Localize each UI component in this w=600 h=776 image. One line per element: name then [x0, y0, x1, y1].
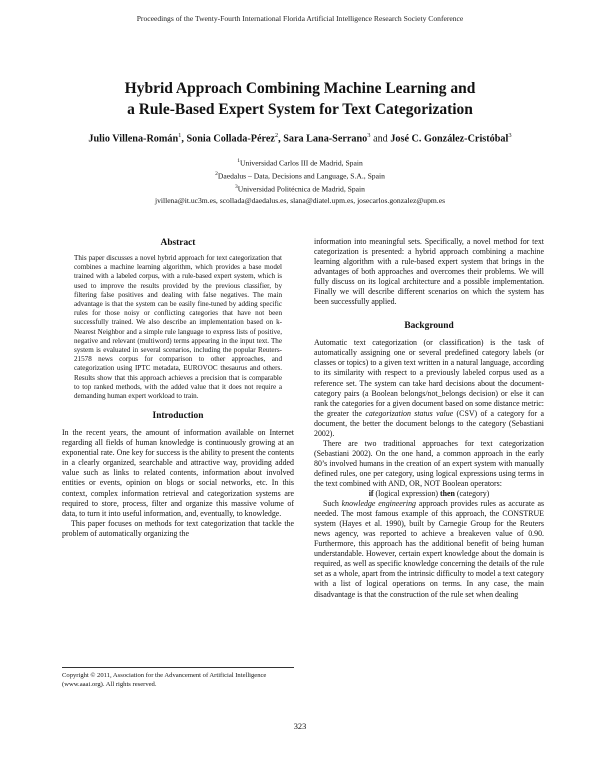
background-heading: Background	[404, 321, 454, 332]
affiliation-mark: 2	[215, 171, 218, 178]
affiliation-line	[40, 156, 560, 169]
rule-if-keyword: if	[368, 489, 374, 499]
author-name: Sara Lana-Serrano	[283, 133, 368, 145]
author-emails: jvillena@it.uc3m.es, scollada@daedalus.es, slana@diatel.upm.es, josecarlos.gonzalez@upm.es	[154, 196, 446, 206]
affiliation-mark: 3	[235, 184, 238, 191]
abstract-heading: Abstract	[160, 238, 196, 248]
affiliation-line	[40, 169, 560, 182]
introduction-paragraph-2: This paper focuses on methods for text categorization that tackle the problem of automatically organizing the	[62, 518, 294, 538]
page-number: 323	[293, 722, 307, 731]
affiliation-text: Universidad Politécnica de Madrid, Spain	[237, 184, 365, 194]
title-line-2: a Rule-Based Expert System for Text Categorization	[127, 101, 473, 118]
abstract-text: This paper discusses a novel hybrid approach for text categorization that combines a machine learning algorithm, which provides a base model trained with a labeled corpus, with a rule-based expert system, which is used to improve the results provided by the previous classifier, by filtering false positives and dealing with false negatives. The main advantage is that the system can be easily fine-tuned by adding specific rules for those noisy or conflicting categories that have not been successfully trained. We also describe an implementation based on k-Nearest Neighbor and a simple rule language to express lists of positive, negative and relevant (multiword) terms appearing in the input text. The system is evaluated in several scenarios, including the popular Reuters-21578 news corpus for comparison to other approaches, and categorization using IPTC metadata, EUROVOC thesaurus and others. Results show that this approach achieves a precision that is comparable to top ranked methods, with the added value that it does not require a demanding human expert workload to train.	[74, 254, 282, 401]
emphasis-term: knowledge engineering	[341, 499, 416, 509]
continued-paragraph: information into meaningful sets. Specifically, a novel method for text categorization is presented: a hybrid approach combining a machine learning algorithm with a rule-based expert system that brings in the advantages of both approaches and overcomes their problems. We will fully discuss on its logical architecture and a possible implementation. Finally we will describe different scenarios on which the system has been successfully applied.	[314, 237, 544, 307]
introduction-paragraph-1: In the recent years, the amount of information available on Internet regarding all fields of human knowledge is continuously growing at an exponential rate. One key for success is the ability to present the contents in a clearly organized, searchable and attractive way, providing added value such as links to related contents, information about involved entities or events, opinion on blogs or social networks, etc. In this context, complex information retrieval and categorization systems are required to store, process, filter and organize this massive volume of data, to turn it into useful information, and, eventually, to knowledge.	[62, 428, 294, 518]
background-paragraph-2: There are two traditional approaches for text categorization (Sebastiani 2002). On the one hand, a common approach in the early 80’s involved humans in the creation of an expert system with manually defined rules, one per category, using logical expressions using terms in the text combined with AND, OR, NOT Boolean operators:	[314, 438, 544, 488]
left-column	[62, 238, 294, 539]
affiliation-text: Universidad Carlos III de Madrid, Spain	[240, 158, 363, 168]
author-mark: 2	[274, 132, 279, 139]
rule-then-keyword: then	[439, 489, 455, 499]
right-column	[314, 238, 544, 600]
affiliation-line	[40, 182, 560, 195]
author-separator: ,	[278, 133, 284, 145]
title-line-1: Hybrid Approach Combining Machine Learning and	[124, 80, 476, 97]
author-mark: 3	[508, 132, 512, 139]
introduction-heading: Introduction	[152, 411, 204, 422]
author-separator: and	[370, 133, 391, 145]
affiliation-mark: 1	[237, 158, 240, 164]
affiliation-text: Daedalus – Data, Decisions and Language, S.A., Spain	[217, 171, 385, 181]
author-mark: 3	[367, 132, 371, 139]
paper-title	[40, 78, 560, 120]
affiliations	[40, 156, 560, 207]
emphasis-term: categorization status value	[365, 408, 454, 418]
author-name: José C. González-Cristóbal	[390, 133, 509, 145]
proceedings-header: Proceedings of the Twenty-Fourth International Florida Artificial Intelligence Research Society Conference	[136, 14, 464, 23]
author-separator: ,	[181, 133, 187, 145]
rule-expression: if (logical expression) then (category)	[368, 489, 490, 499]
copyright-notice: Copyright © 2011, Association for the Advancement of Artificial Intelligence (www.aaai.org). All rights reserved.	[62, 667, 294, 689]
author-list	[20, 132, 580, 144]
author-name: Julio Villena-Román	[88, 133, 179, 145]
author-name: Sonia Collada-Pérez	[186, 133, 275, 145]
background-paragraph-1: Automatic text categorization (or classification) is the task of automatically assigning one or several predefined category labels (or classes or topics) to a given text written in a natural language, according to its similarity with respect to a previously labeled corpus used as a reference set. The system can take hard decisions about the document-category pairs (a Boolean belongs/not_belongs decision) or else it can rank the categories for a given document based on some distance metric: the greater the categorization status value (CSV) of a category for a document, the better the document belongs to the category (Sebastiani 2002).	[314, 338, 544, 438]
author-mark: 1	[178, 132, 182, 139]
background-paragraph-3: Such knowledge engineering approach provides rules as accurate as needed. The most famous example of this approach, the CONSTRUE system (Hayes et al. 1990), built by Carnegie Group for the Reuters news agency, was reported to achieve a breakeven value of 0.90. Furthermore, this approach has the additional benefit of being human understandable. However, certain expert knowledge about the domain is required, as well as specific knowledge concerning the details of the rule set as a whole, apart from the intrinsic difficulty to model a text category with a list of logical operations on terms. In any case, the main disadvantage is that the construction of the rule set when dealing	[314, 499, 545, 599]
